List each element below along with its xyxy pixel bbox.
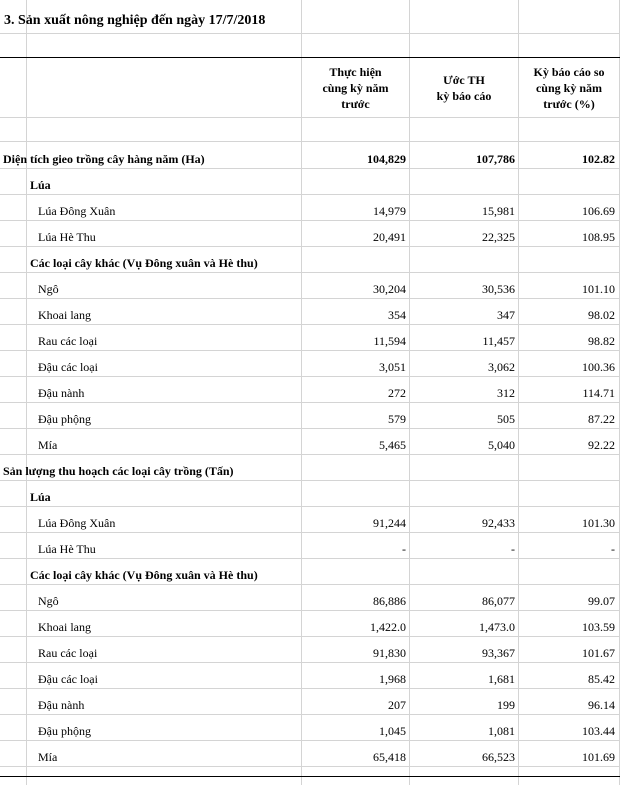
row-value-v2: 22,325 <box>482 230 515 244</box>
row-label: Rau các loại <box>38 334 98 348</box>
row-value-v1: 354 <box>388 308 406 322</box>
grid-row-line <box>0 272 620 273</box>
row-label: Lúa Hè Thu <box>38 542 96 556</box>
row-value-v3: 85.42 <box>588 672 615 686</box>
row-value-v3: 102.82 <box>582 152 615 166</box>
row-value-v2: 505 <box>497 412 515 426</box>
row-value-v1: 91,830 <box>373 646 406 660</box>
row-value-v1: 1,422.0 <box>370 620 406 634</box>
row-label: Ngô <box>38 282 59 296</box>
grid-row-line <box>0 454 620 455</box>
grid-row-line <box>0 480 620 481</box>
grid-row-line <box>0 714 620 715</box>
row-value-v2: 92,433 <box>482 516 515 530</box>
row-value-v1: 3,051 <box>379 360 406 374</box>
row-value-v3: 98.02 <box>588 308 615 322</box>
row-label: Khoai lang <box>38 308 91 322</box>
row-label: Các loại cây khác (Vụ Đông xuân và Hè thu) <box>30 256 258 270</box>
row-value-v1: 5,465 <box>379 438 406 452</box>
row-label: Các loại cây khác (Vụ Đông xuân và Hè thu) <box>30 568 258 582</box>
row-value-v2: 347 <box>497 308 515 322</box>
grid-row-line <box>0 117 620 118</box>
row-value-v1: 272 <box>388 386 406 400</box>
row-value-v2: 93,367 <box>482 646 515 660</box>
row-value-v1: 1,045 <box>379 724 406 738</box>
row-value-v1: 11,594 <box>373 334 406 348</box>
table-title: 3. Sản xuất nông nghiệp đến ngày 17/7/2018 <box>4 13 266 28</box>
row-value-v3: 92.22 <box>588 438 615 452</box>
row-value-v2: - <box>511 542 515 556</box>
row-label: Đậu phộng <box>38 724 91 738</box>
grid-row-line <box>0 584 620 585</box>
row-value-v1: 104,829 <box>367 152 406 166</box>
row-label: Lúa <box>30 178 51 192</box>
grid-row-line <box>0 402 620 403</box>
row-value-v3: 114.71 <box>582 386 615 400</box>
row-value-v3: 101.69 <box>582 750 615 764</box>
row-value-v1: 14,979 <box>373 204 406 218</box>
grid-row-line <box>0 428 620 429</box>
row-label: Ngô <box>38 594 59 608</box>
row-label: Mía <box>38 438 58 452</box>
header-prior-year <box>302 64 409 112</box>
row-label: Mía <box>38 750 58 764</box>
row-label: Đậu các loại <box>38 360 98 374</box>
grid-row-line <box>0 33 620 34</box>
row-label: Lúa Đông Xuân <box>38 516 116 530</box>
row-value-v2: 199 <box>497 698 515 712</box>
grid-row-line <box>0 298 620 299</box>
grid-row-line <box>0 688 620 689</box>
row-value-v3: 96.14 <box>588 698 615 712</box>
row-value-v3: 103.59 <box>582 620 615 634</box>
row-value-v3: 100.36 <box>582 360 615 374</box>
header-text: kỳ báo cáo <box>436 89 492 103</box>
row-value-v3: - <box>611 542 615 556</box>
row-value-v3: 99.07 <box>588 594 615 608</box>
grid-row-line <box>0 168 620 169</box>
row-value-v3: 98.82 <box>588 334 615 348</box>
row-value-v1: 86,886 <box>373 594 406 608</box>
row-label: Lúa <box>30 490 51 504</box>
header-text: Thực hiện <box>329 65 382 79</box>
row-label: Đậu phộng <box>38 412 91 426</box>
table-top-border <box>0 57 620 58</box>
header-text: cùng kỳ năm <box>322 81 389 95</box>
row-value-v2: 1,081 <box>488 724 515 738</box>
row-value-v3: 106.69 <box>582 204 615 218</box>
header-text: cùng kỳ năm <box>535 81 603 95</box>
header-text: Kỳ báo cáo so <box>533 65 605 79</box>
row-label: Khoai lang <box>38 620 91 634</box>
row-value-v3: 101.10 <box>582 282 615 296</box>
grid-row-line <box>0 324 620 325</box>
grid-row-line <box>0 532 620 533</box>
grid-row-line <box>0 558 620 559</box>
row-label: Lúa Đông Xuân <box>38 204 116 218</box>
row-value-v2: 5,040 <box>488 438 515 452</box>
row-value-v3: 101.67 <box>582 646 615 660</box>
row-value-v1: 65,418 <box>373 750 406 764</box>
row-value-v3: 103.44 <box>582 724 615 738</box>
grid-row-line <box>0 766 620 767</box>
row-value-v3: 87.22 <box>588 412 615 426</box>
row-value-v1: 1,968 <box>379 672 406 686</box>
grid-row-line <box>0 636 620 637</box>
row-value-v2: 66,523 <box>482 750 515 764</box>
header-text: trước (%) <box>543 97 595 111</box>
row-value-v1: 207 <box>388 698 406 712</box>
row-value-v2: 312 <box>497 386 515 400</box>
grid-row-line <box>0 194 620 195</box>
row-label: Đậu các loại <box>38 672 98 686</box>
row-value-v2: 30,536 <box>482 282 515 296</box>
grid-row-line <box>0 350 620 351</box>
grid-row-line <box>0 506 620 507</box>
row-value-v1: 579 <box>388 412 406 426</box>
row-label: Sản lượng thu hoạch các loại cây trồng (Tấn) <box>3 464 234 478</box>
row-value-v2: 11,457 <box>482 334 515 348</box>
row-value-v2: 1,681 <box>488 672 515 686</box>
row-label: Lúa Hè Thu <box>38 230 96 244</box>
table-bottom-border <box>0 776 620 777</box>
row-value-v3: 101.30 <box>582 516 615 530</box>
row-value-v2: 1,473.0 <box>479 620 515 634</box>
grid-row-line <box>0 141 620 142</box>
row-value-v1: 30,204 <box>373 282 406 296</box>
row-label: Diện tích gieo trồng cây hàng năm (Ha) <box>3 152 205 166</box>
header-comparison-percent <box>519 64 619 112</box>
row-label: Đậu nành <box>38 386 85 400</box>
row-value-v2: 3,062 <box>488 360 515 374</box>
grid-row-line <box>0 740 620 741</box>
grid-row-line <box>0 220 620 221</box>
row-value-v2: 86,077 <box>482 594 515 608</box>
grid-row-line <box>0 610 620 611</box>
grid-row-line <box>0 246 620 247</box>
row-value-v1: 91,244 <box>373 516 406 530</box>
row-value-v2: 15,981 <box>482 204 515 218</box>
row-value-v2: 107,786 <box>476 152 515 166</box>
header-estimate <box>410 72 518 104</box>
row-label: Rau các loại <box>38 646 98 660</box>
row-label: Đậu nành <box>38 698 85 712</box>
grid-row-line <box>0 662 620 663</box>
row-value-v1: 20,491 <box>373 230 406 244</box>
header-text: trước <box>341 97 370 111</box>
header-text: Ước TH <box>443 73 485 87</box>
row-value-v1: - <box>402 542 406 556</box>
row-value-v3: 108.95 <box>582 230 615 244</box>
grid-row-line <box>0 376 620 377</box>
